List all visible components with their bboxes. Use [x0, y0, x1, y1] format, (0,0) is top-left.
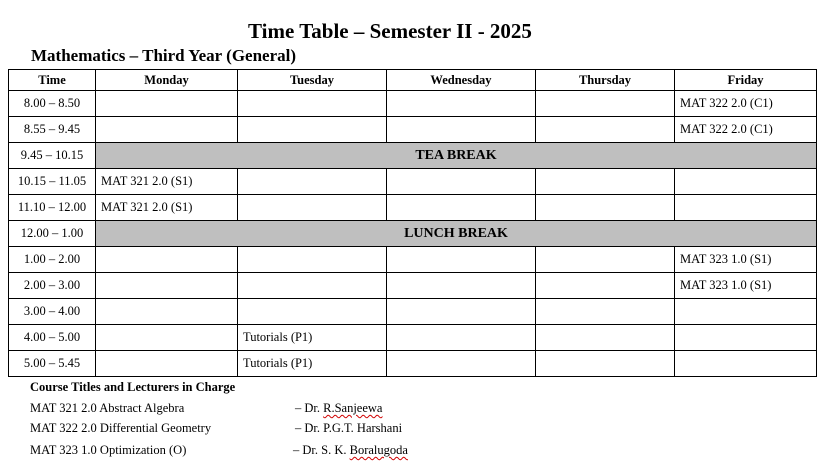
- cell-monday: [96, 273, 238, 299]
- time-cell: 8.55 – 9.45: [9, 117, 96, 143]
- cell-friday: [675, 195, 817, 221]
- tea-break-label: TEA BREAK: [96, 143, 817, 169]
- cell-friday: [675, 325, 817, 351]
- cell-tuesday: [238, 273, 387, 299]
- header-monday: Monday: [96, 70, 238, 91]
- lecturer: [295, 421, 402, 436]
- cell-tuesday: [238, 247, 387, 273]
- lecturer: [293, 443, 408, 458]
- cell-monday: [96, 299, 238, 325]
- header-friday: Friday: [675, 70, 817, 91]
- table-row: [9, 91, 817, 117]
- break-row: [9, 143, 817, 169]
- header-thursday: Thursday: [536, 70, 675, 91]
- cell-friday: [675, 351, 817, 377]
- cell-thursday: [536, 273, 675, 299]
- lecturer-prefix: – Dr.: [295, 401, 324, 415]
- lecturer-name: Boralugoda: [349, 443, 408, 457]
- cell-wednesday: [387, 273, 536, 299]
- lecturer-name: P.G.T. Harshani: [323, 421, 403, 435]
- cell-tuesday: Tutorials (P1): [238, 325, 387, 351]
- lecturer-prefix: – Dr.: [295, 421, 324, 435]
- course-title: MAT 322 2.0 Differential Geometry: [30, 421, 212, 435]
- cell-monday: [96, 91, 238, 117]
- header-time: Time: [9, 70, 96, 91]
- header-row: [9, 70, 817, 91]
- table-row: [9, 195, 817, 221]
- page-subtitle: Mathematics – Third Year (General): [31, 46, 297, 65]
- table-row: [9, 325, 817, 351]
- cell-friday: MAT 322 2.0 (C1): [675, 91, 817, 117]
- break-row: [9, 221, 817, 247]
- cell-wednesday: [387, 247, 536, 273]
- table-row: [9, 273, 817, 299]
- cell-monday: MAT 321 2.0 (S1): [96, 195, 238, 221]
- table-row: [9, 117, 817, 143]
- cell-monday: [96, 247, 238, 273]
- cell-wednesday: [387, 325, 536, 351]
- cell-thursday: [536, 169, 675, 195]
- lecturer-prefix: – Dr. S. K.: [293, 443, 350, 457]
- cell-wednesday: [387, 117, 536, 143]
- time-cell: 10.15 – 11.05: [9, 169, 96, 195]
- course-title: MAT 321 2.0 Abstract Algebra: [30, 401, 185, 415]
- lecturer: [295, 401, 382, 416]
- cell-monday: [96, 325, 238, 351]
- lecturer-name: R.Sanjeewa: [323, 401, 383, 415]
- cell-friday: MAT 322 2.0 (C1): [675, 117, 817, 143]
- cell-wednesday: [387, 91, 536, 117]
- cell-tuesday: Tutorials (P1): [238, 351, 387, 377]
- cell-friday: [675, 169, 817, 195]
- cell-wednesday: [387, 351, 536, 377]
- cell-friday: MAT 323 1.0 (S1): [675, 273, 817, 299]
- page-title: Time Table – Semester II - 2025: [248, 19, 532, 43]
- timetable: [8, 69, 817, 377]
- cell-tuesday: [238, 195, 387, 221]
- cell-thursday: [536, 195, 675, 221]
- time-cell: 11.10 – 12.00: [9, 195, 96, 221]
- cell-monday: [96, 351, 238, 377]
- courses-heading: Course Titles and Lecturers in Charge: [30, 380, 236, 394]
- header-tuesday: Tuesday: [238, 70, 387, 91]
- time-cell: 8.00 – 8.50: [9, 91, 96, 117]
- time-cell: 2.00 – 3.00: [9, 273, 96, 299]
- cell-monday: MAT 321 2.0 (S1): [96, 169, 238, 195]
- cell-thursday: [536, 325, 675, 351]
- cell-friday: [675, 299, 817, 325]
- time-cell: 4.00 – 5.00: [9, 325, 96, 351]
- cell-wednesday: [387, 195, 536, 221]
- time-cell: 3.00 – 4.00: [9, 299, 96, 325]
- lunch-break-label: LUNCH BREAK: [96, 221, 817, 247]
- table-row: [9, 299, 817, 325]
- cell-tuesday: [238, 299, 387, 325]
- time-cell: 5.00 – 5.45: [9, 351, 96, 377]
- header-wednesday: Wednesday: [387, 70, 536, 91]
- time-cell: 12.00 – 1.00: [9, 221, 96, 247]
- cell-tuesday: [238, 91, 387, 117]
- cell-thursday: [536, 117, 675, 143]
- cell-wednesday: [387, 169, 536, 195]
- table-row: [9, 351, 817, 377]
- time-cell: 9.45 – 10.15: [9, 143, 96, 169]
- cell-thursday: [536, 91, 675, 117]
- table-row: [9, 169, 817, 195]
- time-cell: 1.00 – 2.00: [9, 247, 96, 273]
- cell-tuesday: [238, 117, 387, 143]
- cell-friday: MAT 323 1.0 (S1): [675, 247, 817, 273]
- cell-thursday: [536, 299, 675, 325]
- course-title: MAT 323 1.0 Optimization (O): [30, 443, 187, 457]
- cell-thursday: [536, 247, 675, 273]
- cell-wednesday: [387, 299, 536, 325]
- cell-monday: [96, 117, 238, 143]
- cell-tuesday: [238, 169, 387, 195]
- cell-thursday: [536, 351, 675, 377]
- table-row: [9, 247, 817, 273]
